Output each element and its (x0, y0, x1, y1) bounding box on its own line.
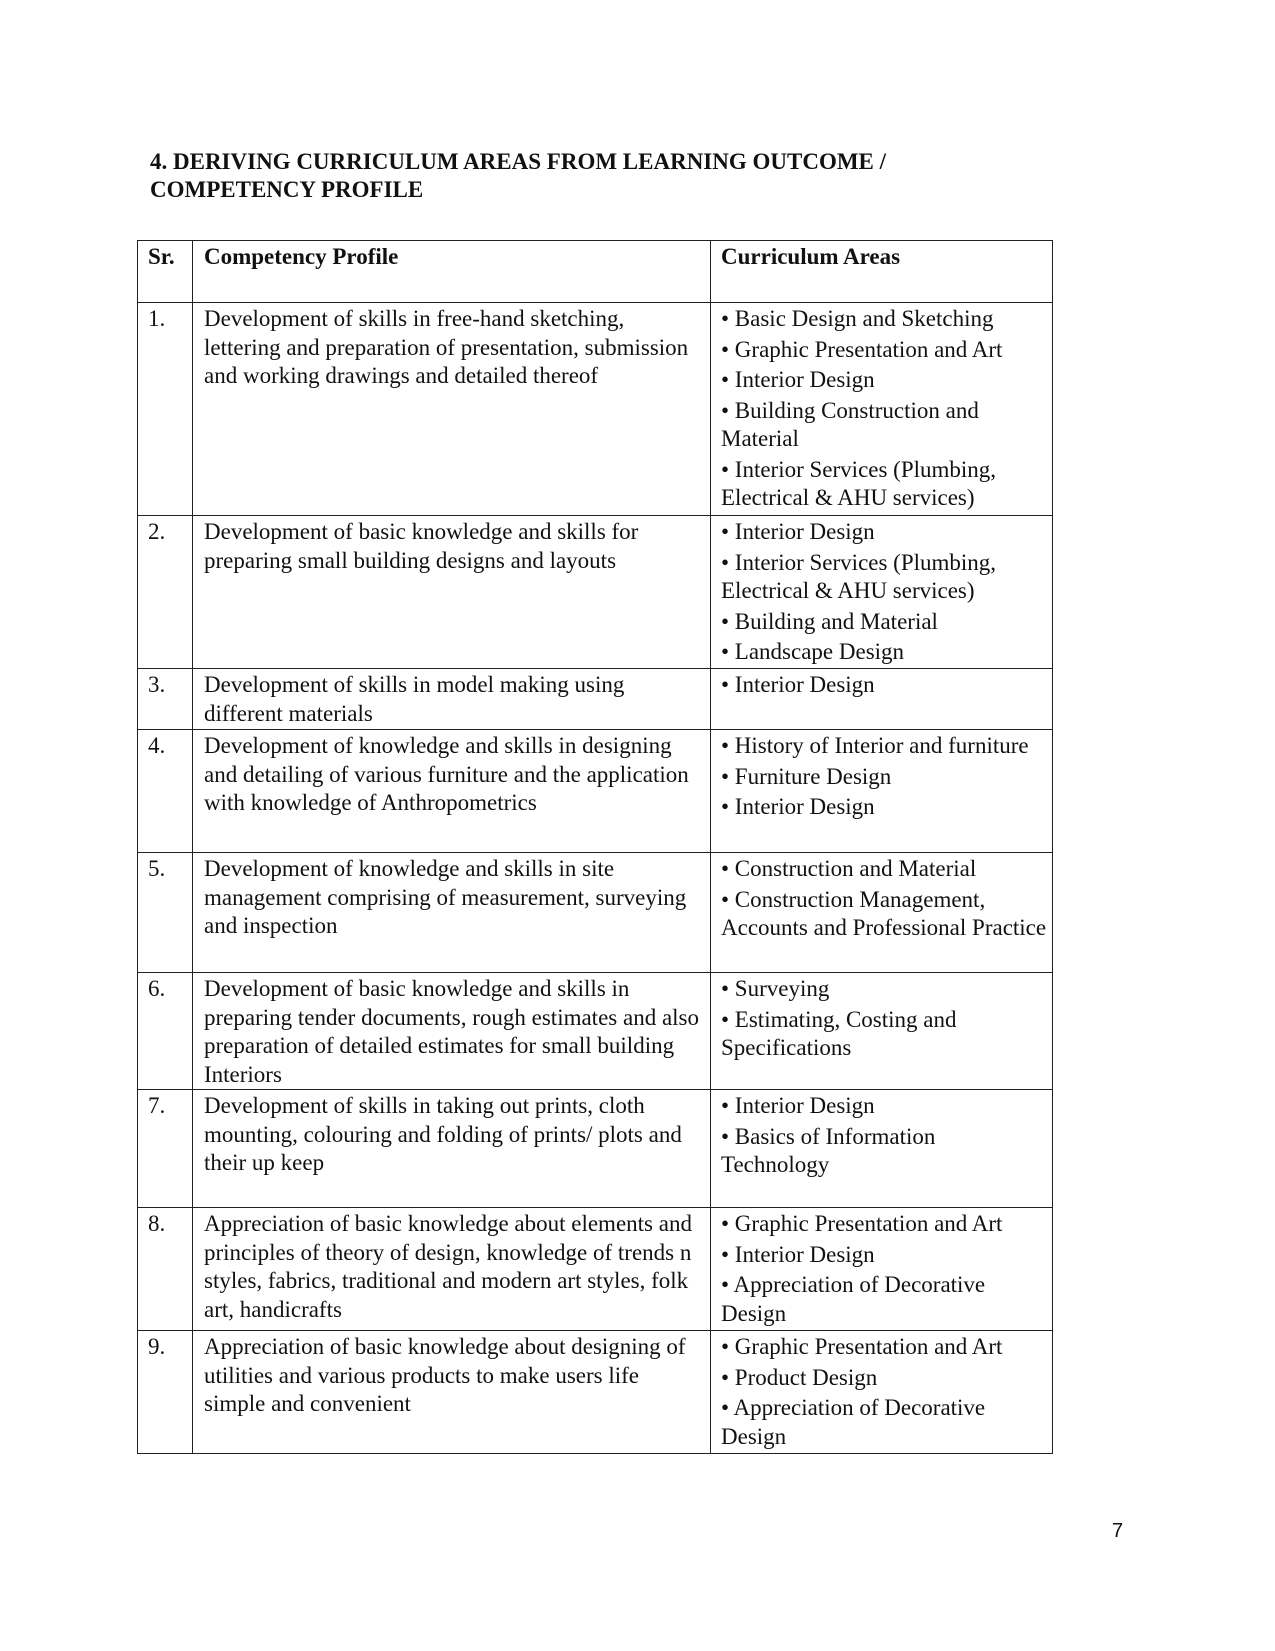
row-competency: Development of skills in taking out prints, cloth mounting, colouring and folding of prints/ plots and their up keep (193, 1090, 711, 1208)
row-sr: 2. (138, 516, 193, 669)
table-row (138, 1331, 1053, 1454)
table-row (138, 1090, 1053, 1208)
row-curriculum-areas (711, 853, 1053, 973)
section-heading-line-1: 4. DERIVING CURRICULUM AREAS FROM LEARNING OUTCOME / (150, 149, 887, 174)
row-curriculum-areas (711, 973, 1053, 1090)
curriculum-area-item: • Construction Management, Accounts and Professional Practice (721, 886, 1047, 940)
curriculum-area-item: • Interior Design (721, 519, 875, 544)
row-competency: Development of skills in model making using different materials (193, 669, 711, 730)
curriculum-area-item: • History of Interior and furniture (721, 733, 1029, 758)
curriculum-area-item: • Graphic Presentation and Art (721, 1211, 1003, 1236)
row-curriculum-areas (711, 1208, 1053, 1331)
row-curriculum-areas (711, 669, 1053, 730)
row-sr: 4. (138, 730, 193, 853)
curriculum-area-item: • Appreciation of Decorative Design (721, 1395, 986, 1449)
row-competency: Appreciation of basic knowledge about elements and principles of theory of design, knowledge of trends n styles, fabrics, traditional and modern art styles, folk art, handicrafts (193, 1208, 711, 1331)
table-row (138, 669, 1053, 730)
row-sr: 8. (138, 1208, 193, 1331)
curriculum-area-item: • Building Construction and Material (721, 397, 979, 451)
row-sr: 6. (138, 973, 193, 1090)
curriculum-area-item: • Graphic Presentation and Art (721, 336, 1003, 362)
table-row (138, 853, 1053, 973)
page-number: 7 (1112, 1520, 1124, 1542)
curriculum-area-item: • Furniture Design (721, 763, 892, 789)
table-row (138, 516, 1053, 669)
table-row (138, 1208, 1053, 1331)
curriculum-area-item: • Surveying (721, 976, 830, 1001)
row-sr: 3. (138, 669, 193, 730)
curriculum-area-item: • Basic Design and Sketching (721, 306, 994, 331)
header-curriculum-areas: Curriculum Areas (711, 241, 1053, 303)
row-competency: Development of basic knowledge and skills for preparing small building designs and layouts (193, 516, 711, 669)
table-row (138, 730, 1053, 853)
curriculum-area-item: • Construction and Material (721, 856, 977, 881)
curriculum-area-item: • Product Design (721, 1364, 878, 1390)
row-sr: 5. (138, 853, 193, 973)
curriculum-area-item: • Appreciation of Decorative Design (721, 1272, 986, 1326)
competency-table (137, 240, 1053, 1454)
curriculum-area-item: • Interior Design (721, 1093, 875, 1118)
curriculum-area-item: • Interior Design (721, 367, 875, 392)
row-curriculum-areas (711, 303, 1053, 516)
curriculum-area-item: • Basics of Information Technology (721, 1123, 936, 1177)
curriculum-area-item: • Interior Design (721, 672, 875, 697)
curriculum-area-item: • Estimating, Costing and Specifications (721, 1006, 957, 1060)
curriculum-area-item: • Landscape Design (721, 639, 905, 664)
row-curriculum-areas (711, 1090, 1053, 1208)
table-header-row (138, 241, 1053, 303)
row-competency: Appreciation of basic knowledge about designing of utilities and various products to make users life simple and convenient (193, 1331, 711, 1454)
section-heading (150, 148, 1050, 204)
curriculum-area-item: • Interior Design (721, 794, 875, 819)
row-curriculum-areas (711, 1331, 1053, 1454)
row-competency: Development of skills in free-hand sketching, lettering and preparation of presentation, submission and working drawings and detailed thereof (193, 303, 711, 516)
header-competency-profile: Competency Profile (193, 241, 711, 303)
row-curriculum-areas (711, 730, 1053, 853)
curriculum-area-item: • Interior Services (Plumbing, Electrical & AHU services) (721, 549, 997, 603)
row-competency: Development of knowledge and skills in site management comprising of measurement, surveying and inspection (193, 853, 711, 973)
curriculum-area-item: • Interior Services (Plumbing, Electrical & AHU services) (721, 456, 997, 510)
curriculum-area-item: • Graphic Presentation and Art (721, 1334, 1003, 1359)
row-sr: 9. (138, 1331, 193, 1454)
header-sr: Sr. (138, 241, 193, 303)
row-sr: 1. (138, 303, 193, 516)
row-sr: 7. (138, 1090, 193, 1208)
row-competency: Development of knowledge and skills in designing and detailing of various furniture and the application with knowledge of Anthropometrics (193, 730, 711, 853)
row-curriculum-areas (711, 516, 1053, 669)
table-row (138, 973, 1053, 1090)
row-competency: Development of basic knowledge and skills in preparing tender documents, rough estimates and also preparation of detailed estimates for small building Interiors (193, 973, 711, 1090)
section-heading-line-2: COMPETENCY PROFILE (150, 177, 424, 202)
curriculum-area-item: • Building and Material (721, 608, 938, 634)
curriculum-area-item: • Interior Design (721, 1241, 875, 1267)
table-row (138, 303, 1053, 516)
